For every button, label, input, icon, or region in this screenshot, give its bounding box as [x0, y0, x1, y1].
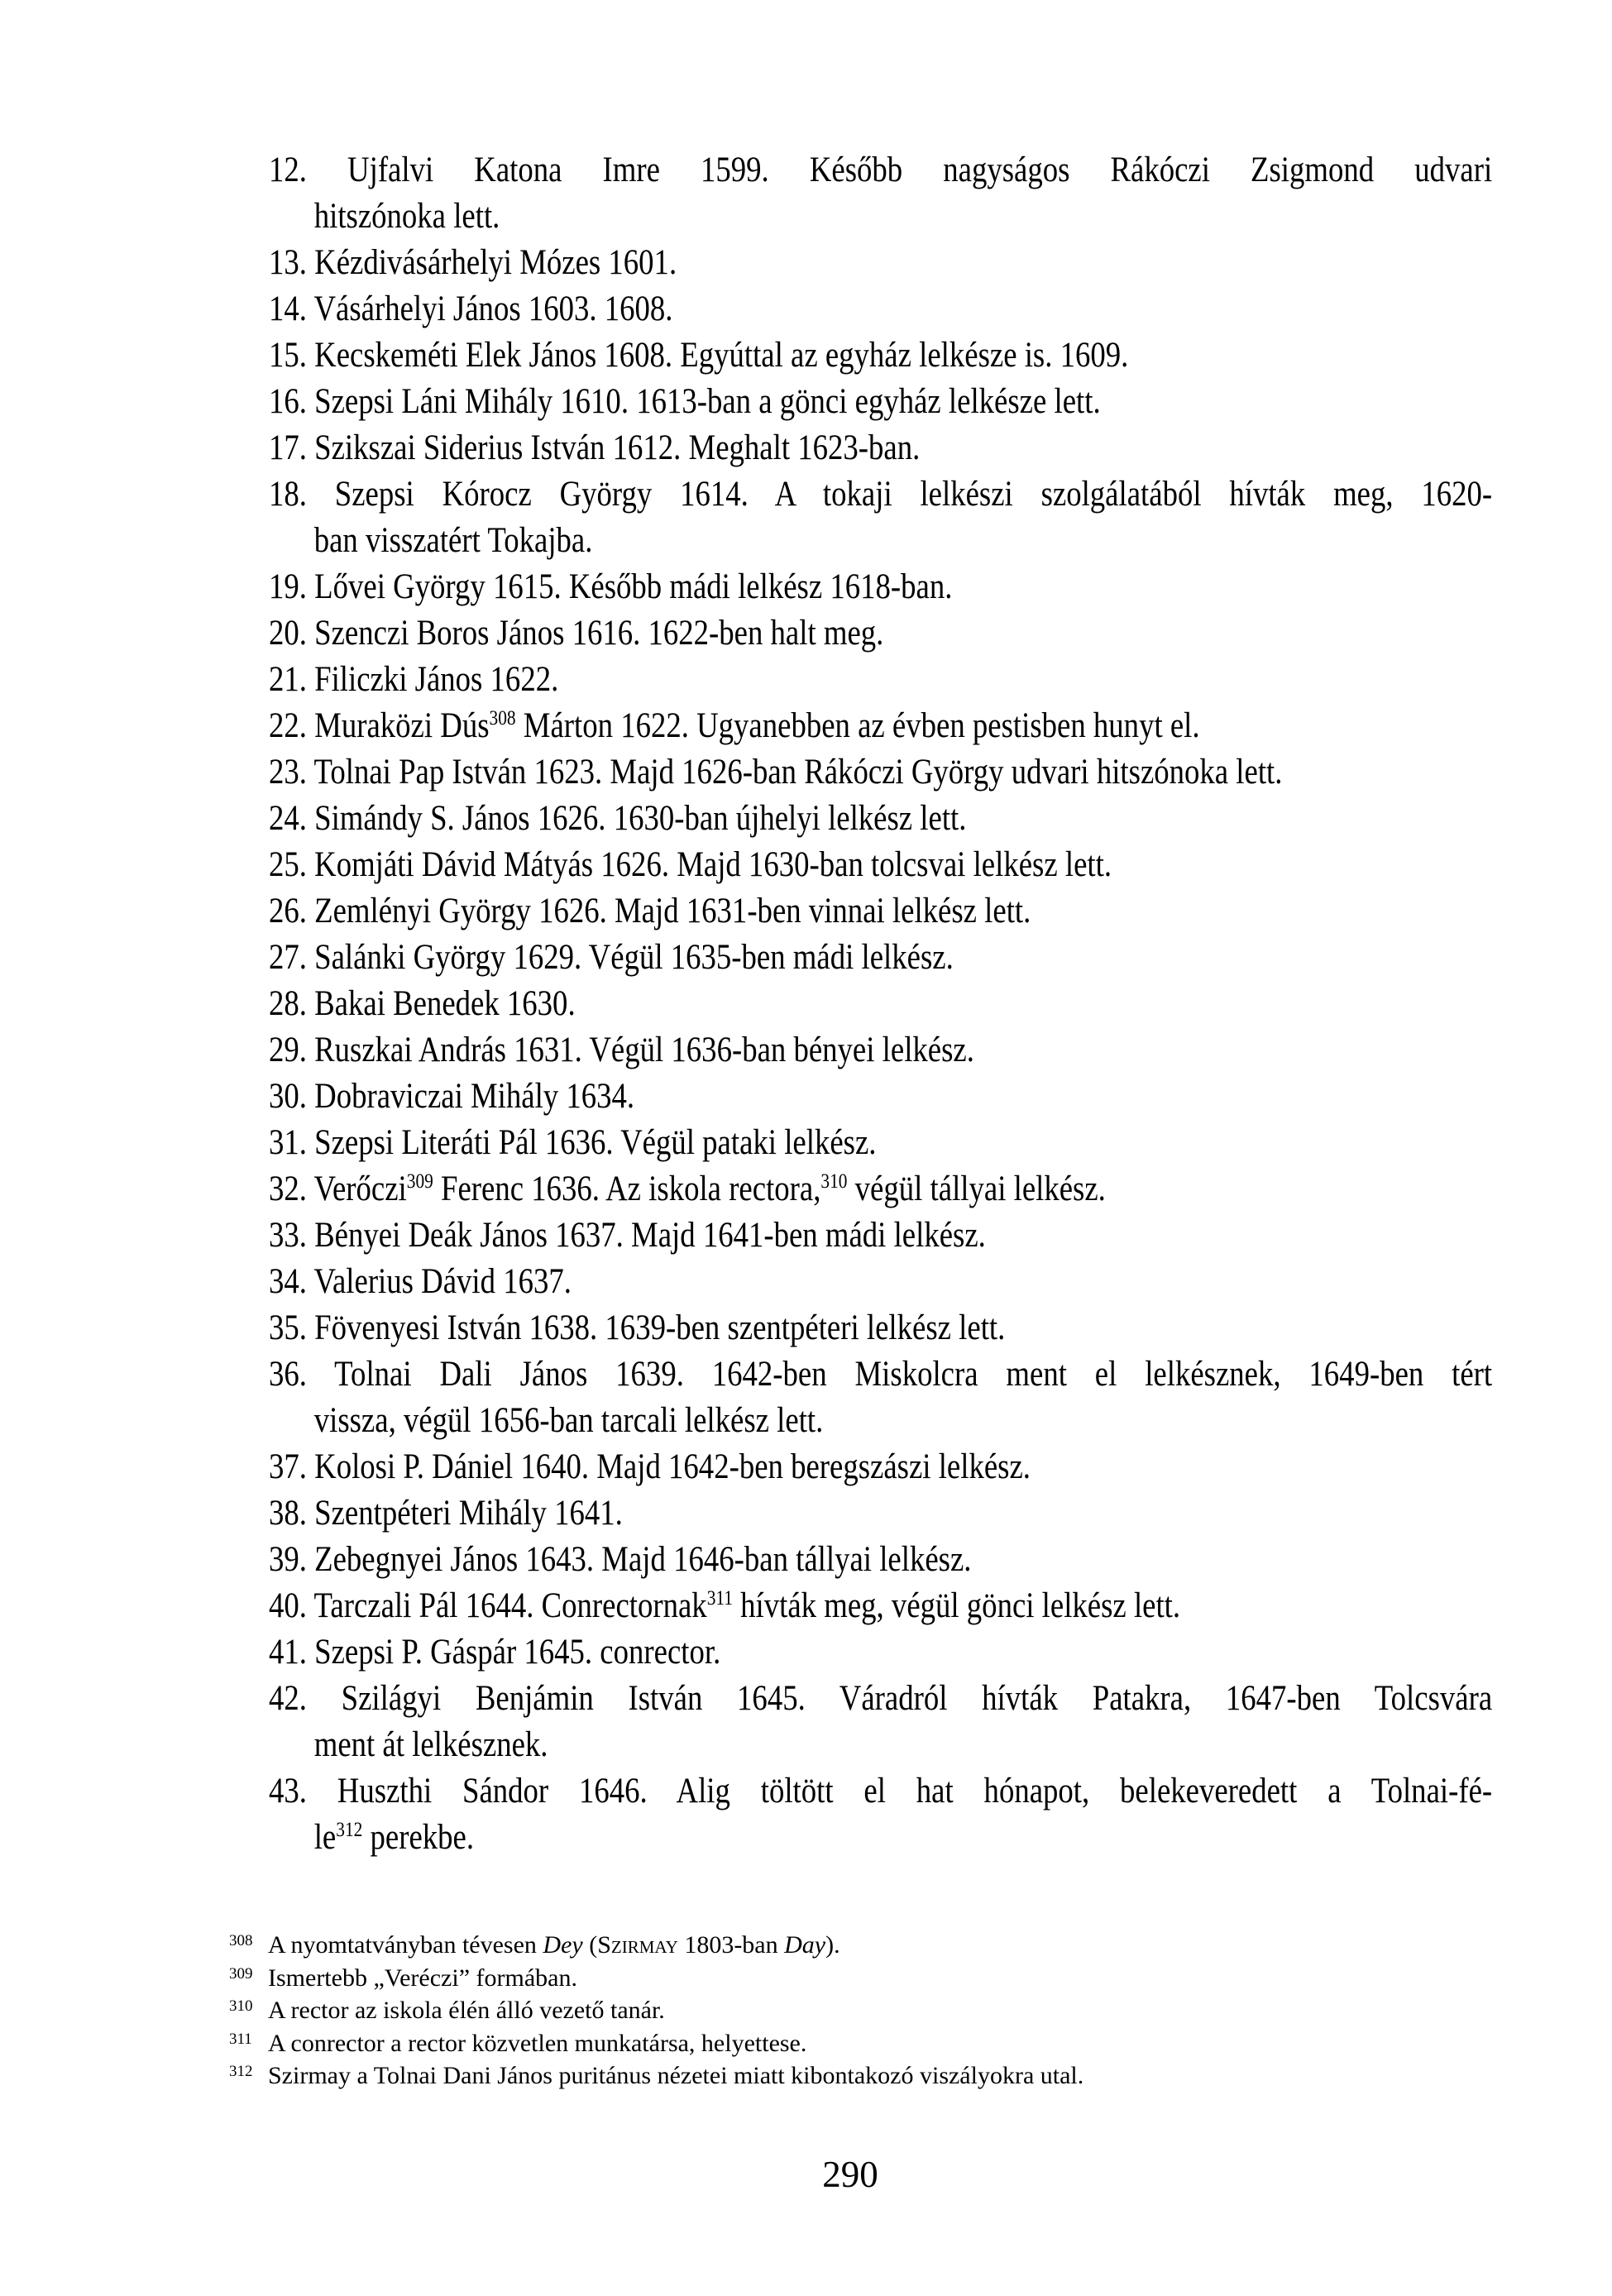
footnote-text: A nyomtatványban tévesen: [268, 1931, 543, 1959]
entry-number: 36.: [269, 1355, 307, 1394]
entry-number: 21.: [269, 660, 307, 699]
entry-list: [269, 147, 1492, 1861]
entry-number: 41.: [269, 1633, 307, 1672]
footnote-ref: 312: [336, 1819, 363, 1841]
entry-text: Szepsi Láni Mihály 1610. 1613-ban a gönci egyház lelkésze lett.: [314, 382, 1101, 421]
entry-text: hívták meg, végül gönci lelkész lett.: [732, 1586, 1181, 1625]
entry-text: Szepsi P. Gáspár 1645. conrector.: [314, 1633, 721, 1672]
footnote-number: 308: [229, 1932, 253, 1949]
entry-line: [269, 796, 1492, 842]
footnote-number: 311: [229, 2030, 252, 2048]
entry-text: Szepsi Literáti Pál 1636. Végül pataki lelkész.: [314, 1123, 877, 1162]
footnote-ref: 310: [820, 1170, 848, 1193]
entry-text: Lővei György 1615. Később mádi lelkész 1618-ban.: [314, 567, 953, 606]
entry-number: 39.: [269, 1540, 307, 1579]
entry-text: Kolosi P. Dániel 1640. Majd 1642-ben beregszászi lelkész.: [314, 1447, 1031, 1486]
entry-text: le: [313, 1818, 337, 1857]
entry-line: [269, 1537, 1492, 1583]
entry-line: [269, 1398, 1492, 1444]
entry-text: Dobraviczai Mihály 1634.: [314, 1077, 635, 1116]
entry-text: ban visszatért Tokajba.: [313, 521, 593, 560]
entry-line: [269, 610, 1492, 657]
entry-line: [269, 1351, 1492, 1398]
entry-number: 16.: [269, 382, 307, 421]
entry-line: [269, 286, 1492, 332]
entry-number: 18.: [269, 475, 307, 514]
entry-text: Szenczi Boros János 1616. 1622-ben halt meg.: [314, 614, 884, 653]
entry-number: 23.: [269, 753, 307, 792]
entry-line: [269, 1768, 1492, 1815]
footnote: [229, 2061, 1536, 2094]
entry-text: Fövenyesi István 1638. 1639-ben szentpéteri lelkész lett.: [314, 1308, 1006, 1347]
entry-number: 30.: [269, 1077, 307, 1116]
footnote-text: A conrector a rector közvetlen munkatársa, helyettese.: [268, 2029, 807, 2057]
entry-line: [269, 1213, 1492, 1259]
entry-text: Muraközi Dús: [314, 706, 490, 745]
entry-number: 20.: [269, 614, 307, 653]
footnote-text: Szirmay: [597, 1931, 678, 1959]
entry-text: Kecskeméti Elek János 1608. Egyúttal az egyház lelkésze is. 1609.: [314, 336, 1129, 375]
entry-text: Bényei Deák János 1637. Majd 1641-ben mádi lelkész.: [314, 1216, 986, 1255]
entry-text: hitszónoka lett.: [313, 197, 500, 236]
footnote: [229, 1964, 1536, 1997]
entry-text: Szilágyi Benjámin István 1645. Váradról hívták Patakra, 1647-ben Tolcsvára: [341, 1679, 1493, 1718]
entry-number: 32.: [269, 1170, 307, 1208]
entry-text: Márton 1622. Ugyanebben az évben pestisben hunyt el.: [515, 706, 1200, 745]
entry-line: [269, 935, 1492, 981]
entry-text: Szepsi Kórocz György 1614. A tokaji lelkészi szolgálatából hívták meg, 1620-: [334, 475, 1493, 514]
entry-number: 28.: [269, 984, 307, 1023]
entry-text: Ferenc 1636. Az iskola rectora,: [433, 1170, 821, 1208]
entry-line: [269, 1166, 1492, 1213]
entry-text: Vásárhelyi János 1603. 1608.: [313, 289, 673, 328]
entry-number: 14.: [269, 289, 307, 328]
entry-line: [269, 1027, 1492, 1074]
entry-line: [269, 657, 1492, 703]
entry-line: [269, 842, 1492, 888]
entry-number: 34.: [269, 1262, 307, 1301]
entry-text: Bakai Benedek 1630.: [314, 984, 576, 1023]
footnote-text: Day: [784, 1931, 826, 1959]
footnote-text: A rector az iskola élén álló vezető tanár.: [268, 1997, 665, 2024]
entry-number: 37.: [269, 1447, 307, 1486]
entry-text: Tolnai Dali János 1639. 1642-ben Miskolcra ment el lelkésznek, 1649-ben tért: [334, 1355, 1493, 1394]
entry-line: [269, 703, 1492, 749]
entry-text: Valerius Dávid 1637.: [313, 1262, 572, 1301]
entry-number: 15.: [269, 336, 307, 375]
entry-text: Simándy S. János 1626. 1630-ban újhelyi lelkész lett.: [314, 799, 967, 838]
entry-text: Szentpéteri Mihály 1641.: [314, 1494, 623, 1533]
entry-number: 27.: [269, 938, 307, 977]
entry-number: 24.: [269, 799, 307, 838]
entry-number: 26.: [269, 892, 307, 930]
entry-number: 25.: [269, 845, 307, 884]
entry-line: [269, 749, 1492, 796]
footnote-number: 310: [229, 1997, 253, 2015]
entry-line: [269, 888, 1492, 935]
entry-text: Salánki György 1629. Végül 1635-ben mádi lelkész.: [314, 938, 954, 977]
footnote-ref: 308: [489, 707, 516, 729]
entry-number: 13.: [269, 243, 307, 282]
entry-text: ment át lelkésznek.: [313, 1725, 548, 1764]
entry-number: 40.: [269, 1586, 307, 1625]
entry-line: [269, 379, 1492, 425]
footnote-text: (: [582, 1931, 598, 1959]
footnote: [229, 1930, 1536, 1964]
entry-number: 17.: [269, 428, 307, 467]
entry-line: [269, 1676, 1492, 1722]
entry-number: 38.: [269, 1494, 307, 1533]
entry-line: [269, 1722, 1492, 1768]
entry-number: 42.: [269, 1679, 307, 1718]
entry-text: Kézdivásárhelyi Mózes 1601.: [314, 243, 677, 282]
footnote: [229, 2029, 1536, 2062]
page-number: 290: [822, 2154, 878, 2195]
footnote-ref: 309: [406, 1170, 433, 1193]
entry-line: [269, 194, 1492, 240]
entry-line: [269, 425, 1492, 471]
footnote: [229, 1996, 1536, 2029]
footnotes: [229, 1930, 1536, 2094]
entry-line: [269, 1074, 1492, 1120]
footnote-text: Szirmay a Tolnai Dani János puritánus nézetei miatt kibontakozó viszályokra utal.: [268, 2062, 1084, 2089]
entry-line: [269, 1259, 1492, 1305]
footnote-text: Ismertebb „Veréczi” formában.: [268, 1964, 577, 1992]
entry-number: 35.: [269, 1308, 307, 1347]
entry-line: [269, 1444, 1492, 1490]
footnote-text: ).: [825, 1931, 840, 1959]
entry-line: [269, 240, 1492, 286]
footnote-ref: 311: [706, 1587, 733, 1610]
entry-number: 31.: [269, 1123, 307, 1162]
footnote-number: 312: [229, 2063, 253, 2080]
entry-text: Ruszkai András 1631. Végül 1636-ban bényei lelkész.: [314, 1031, 974, 1069]
entry-text: Tarczali Pál 1644. Conrectornak: [313, 1586, 707, 1625]
entry-number: 43.: [269, 1772, 307, 1810]
entry-line: [269, 1490, 1492, 1537]
entry-line: [269, 981, 1492, 1027]
entry-number: 33.: [269, 1216, 307, 1255]
entry-text: perekbe.: [362, 1818, 475, 1857]
footnote-number: 309: [229, 1964, 253, 1983]
entry-text: Filiczki János 1622.: [314, 660, 559, 699]
entry-text: Zemlényi György 1626. Majd 1631-ben vinnai lelkész lett.: [314, 892, 1031, 930]
entry-line: [269, 1305, 1492, 1351]
entry-text: Huszthi Sándor 1646. Alig töltött el hat hónapot, belekeveredett a Tolnai-fé-: [337, 1772, 1493, 1810]
entry-line: [269, 1120, 1492, 1166]
entry-text: végül tállyai lelkész.: [847, 1170, 1106, 1208]
entry-text: Ujfalvi Katona Imre 1599. Később nagyságos Rákóczi Zsigmond udvari: [347, 151, 1493, 189]
entry-line: [269, 1583, 1492, 1629]
entry-line: [269, 564, 1492, 610]
entry-line: [269, 1629, 1492, 1676]
entry-text: vissza, végül 1656-ban tarcali lelkész lett.: [313, 1401, 824, 1440]
entry-line: [269, 518, 1492, 564]
entry-text: Tolnai Pap István 1623. Majd 1626-ban Rákóczi György udvari hitszónoka lett.: [313, 753, 1283, 792]
footnote-text: Dey: [543, 1931, 583, 1959]
entry-text: Komjáti Dávid Mátyás 1626. Majd 1630-ban tolcsvai lelkész lett.: [314, 845, 1112, 884]
entry-text: Verőczi: [313, 1170, 407, 1208]
entry-number: 12.: [269, 151, 307, 189]
entry-line: [269, 1815, 1492, 1861]
footnote-text: 1803-ban: [677, 1931, 785, 1959]
entry-line: [269, 332, 1492, 379]
entry-number: 22.: [269, 706, 307, 745]
entry-line: [269, 471, 1492, 518]
entry-number: 29.: [269, 1031, 307, 1069]
entry-text: Szikszai Siderius István 1612. Meghalt 1623-ban.: [314, 428, 921, 467]
entry-line: [269, 147, 1492, 194]
entry-text: Zebegnyei János 1643. Majd 1646-ban tállyai lelkész.: [314, 1540, 972, 1579]
entry-number: 19.: [269, 567, 307, 606]
